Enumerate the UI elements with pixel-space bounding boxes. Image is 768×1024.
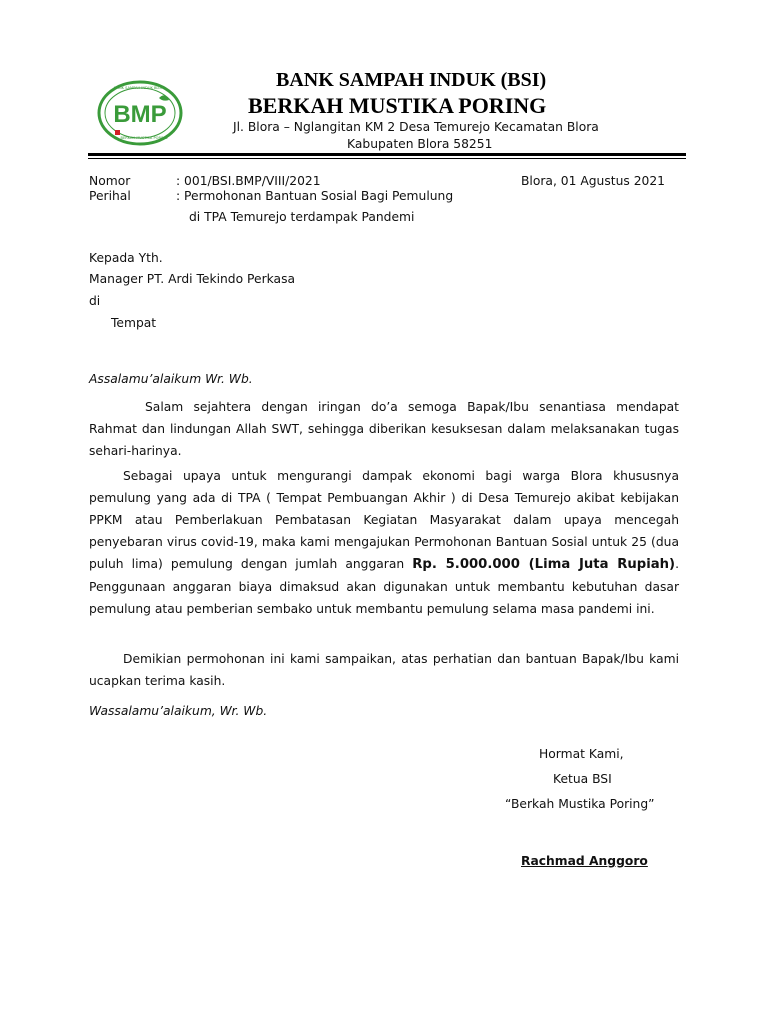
perihal-label: Perihal xyxy=(89,189,131,203)
paragraph-1: Salam sejahtera dengan iringan do’a semoga Bapak/Ibu senantiasa mendapat Rahmat dan lindungan Allah SWT, sehingga diberikan kesuksesan dalam melaksanakan tugas sehari-harinya. xyxy=(89,400,679,458)
address-line2: Kabupaten Blora 58251 xyxy=(347,137,493,151)
recipient-line3: di xyxy=(89,294,101,308)
recipient-line4: Tempat xyxy=(111,316,157,330)
logo-arc-bottom: BERKAH MUSTIKA PORING xyxy=(120,136,168,140)
closing: Wassalamu’alaikum, Wr. Wb. xyxy=(89,704,268,718)
signature-line3: “Berkah Mustika Poring” xyxy=(505,797,655,811)
logo-arc-top: BANK SAMPAH INDUK BLORA xyxy=(114,86,166,90)
recipient-line1: Kepada Yth. xyxy=(89,251,163,265)
perihal-value-1: : Permohonan Bantuan Sosial Bagi Pemulung xyxy=(176,189,454,203)
org-line1: BANK SAMPAH INDUK (BSI) xyxy=(276,69,547,91)
logo-red-mark xyxy=(115,130,120,135)
greeting: Assalamu’alaikum Wr. Wb. xyxy=(89,372,253,386)
org-line2: BERKAH MUSTIKA PORING xyxy=(248,93,547,118)
address-line1: Jl. Blora – Nglangitan KM 2 Desa Temurejo Kecamatan Blora xyxy=(233,120,599,134)
nomor-value: : 001/BSI.BMP/VIII/2021 xyxy=(176,174,321,188)
place-date: Blora, 01 Agustus 2021 xyxy=(521,174,665,188)
nomor-label: Nomor xyxy=(89,174,131,188)
letterhead-rule-thick xyxy=(88,153,686,156)
signatory-name: Rachmad Anggoro xyxy=(521,854,648,868)
logo-text: BMP xyxy=(113,101,167,128)
signature-line2: Ketua BSI xyxy=(553,772,612,786)
paragraph-3: Demikian permohonan ini kami sampaikan, atas perhatian dan bantuan Bapak/Ibu kami ucapkan terima kasih. xyxy=(89,652,679,688)
recipient-line2: Manager PT. Ardi Tekindo Perkasa xyxy=(89,272,296,286)
letterhead-rule-thin xyxy=(88,158,686,159)
paragraph-2: Sebagai upaya untuk mengurangi dampak ekonomi bagi warga Blora khususnya pemulung yang ada di TPA ( Tempat Pembuangan Akhir ) di Desa Temurejo akibat kebijakan PPKM atau Pemberlakuan Pembatasan Kegiatan Masyarakat dalam upaya mencegah penyebaran virus covid-19, maka kami mengajukan Permohonan Bantuan Sosial untuk 25 (dua puluh lima) pemulung dengan jumlah anggaran Rp. 5.000.000 (Lima Juta Rupiah). Penggunaan anggaran biaya dimaksud akan digunakan untuk membantu kebutuhan dasar pemulung atau pemberian sembako untuk membantu pemulung selama masa pandemi ini. xyxy=(89,469,679,616)
perihal-value-2: di TPA Temurejo terdampak Pandemi xyxy=(189,210,415,224)
bmp-logo xyxy=(97,80,183,146)
signature-line1: Hormat Kami, xyxy=(539,747,624,761)
budget-amount: Rp. 5.000.000 (Lima Juta Rupiah) xyxy=(412,557,676,572)
